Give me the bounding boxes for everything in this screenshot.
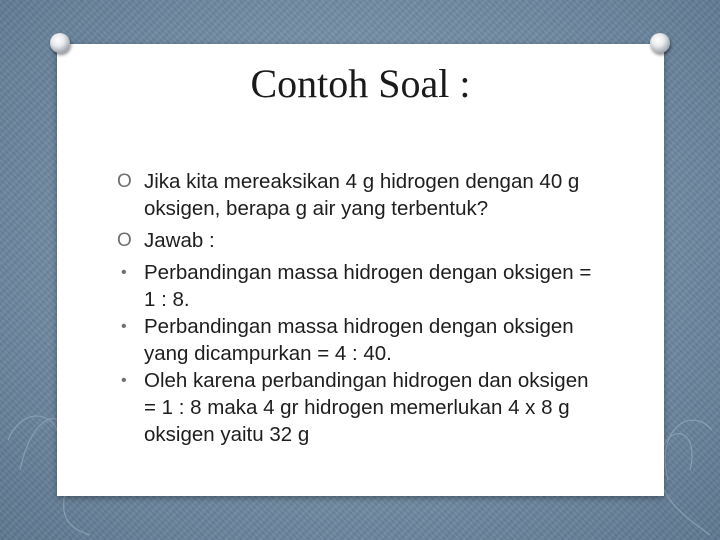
pushpin-icon	[50, 33, 70, 53]
list-item	[117, 227, 597, 254]
dot-bullet-icon: •	[121, 318, 127, 335]
dot-bullet-icon: •	[121, 264, 127, 281]
list-item-text: Oleh karena perbandingan hidrogen dan oksigen = 1 : 8 maka 4 gr hidrogen memerlukan 4 x 8 g oksigen yaitu 32 g	[144, 369, 589, 446]
list-item	[117, 168, 597, 222]
list-item	[117, 259, 597, 313]
dot-bullet-icon: •	[121, 372, 127, 389]
slide-content	[117, 168, 597, 448]
list-item	[117, 367, 597, 448]
list-item-text: Perbandingan massa hidrogen dengan oksigen yang dicampurkan = 4 : 40.	[144, 315, 574, 365]
circle-bullet-icon: O	[117, 230, 132, 251]
list-item	[117, 313, 597, 367]
list-item-text: Jika kita mereaksikan 4 g hidrogen dengan 40 g oksigen, berapa g air yang terbentuk?	[144, 170, 580, 220]
circle-bullet-icon: O	[117, 171, 132, 192]
list-item-text: Perbandingan massa hidrogen dengan oksigen = 1 : 8.	[144, 261, 592, 311]
pushpin-icon	[650, 33, 670, 53]
list-item-text: Jawab :	[144, 229, 215, 252]
slide-title: Contoh Soal :	[250, 61, 471, 106]
